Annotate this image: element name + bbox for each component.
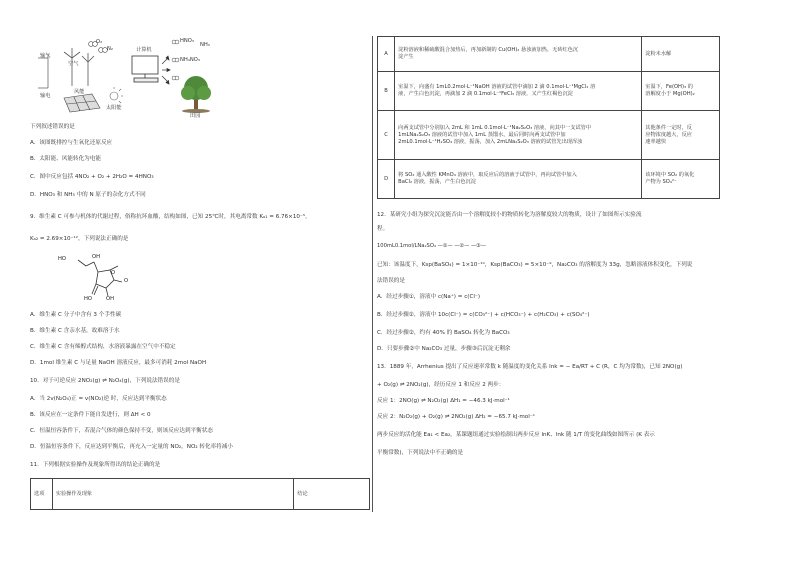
label-power-out: 输电 bbox=[40, 93, 51, 99]
struct-label-oh-mid: OH bbox=[92, 254, 100, 260]
label-nh3: NH₃ bbox=[200, 42, 210, 48]
label-nh4no3: NH₄NO₃ bbox=[180, 57, 200, 63]
label-o2: O₂ bbox=[96, 39, 103, 45]
label-solar: 太阳能 bbox=[106, 105, 122, 111]
row-op-line: 向两支试管中分别加入 2mL 和 1mL 0.1mol·L⁻¹Na₂S₂O₃ 溶液，向其中一支试管中 bbox=[398, 124, 591, 131]
q8-option-c: C．图中反应包括 4NO₂ + O₂ + 2H₂O = 4HNO₃ bbox=[30, 174, 154, 180]
row-op-line: 液，产生白色沉淀，再滴加 2 滴 0.1mol·L⁻¹FeCl₃ 溶液，又产生红褐色沉淀 bbox=[398, 91, 573, 97]
row-option: D bbox=[378, 160, 395, 199]
sun-icon bbox=[110, 87, 123, 103]
q13-reaction1: 反应 1：2NO(g) ⇌ N₂O₂(g) ΔH₁ = −46.3 kJ·mol⁻¹ bbox=[377, 398, 510, 404]
power-line-icon bbox=[38, 53, 51, 88]
q9-option-d: D．1mol 维生素 C 与足量 NaOH 溶液反应，最多可消耗 2mol NaOH bbox=[30, 360, 207, 366]
struct-label-ho-top: HO bbox=[58, 256, 66, 262]
q13-reaction2: 反应 2：N₂O₂(g) + O₂(g) ⇌ 2NO₂(g) ΔH₂ = −65.7 kJ·mol⁻¹ bbox=[377, 414, 535, 420]
q12-stem-line1: 12．某研究小组为探究沉淀能否由一个溶解度较小的物质转化为溶解度较大的物质，设计了如图所示实验流 bbox=[377, 212, 642, 218]
q13-line2: + O₂(g) ⇌ 2NO₂(g)，经历反应 1 和反应 2 两步： bbox=[377, 382, 505, 388]
row-op-line: 1mLNa₂S₂O₃ 溶液的试管中加入 1mL 蒸馏水，最后同时向两支试管中加 bbox=[398, 131, 566, 138]
label-power-in: 输气 bbox=[40, 53, 51, 59]
q12-flow: 100mL0.1mol/LNa₂SO₄ —①— —②— —③— bbox=[377, 243, 487, 249]
struct-label-o-carbonyl: O bbox=[124, 278, 129, 284]
row-op-line: 淀产生 bbox=[398, 54, 414, 60]
wind-turbine-icon bbox=[64, 48, 94, 86]
tree-icon bbox=[181, 76, 211, 113]
q11-stem: 11．下列根据实验操作及现象所得出的结论正确的是 bbox=[30, 462, 161, 468]
label-n2: N₂ bbox=[107, 46, 113, 52]
struct-label-o-ring: O bbox=[111, 270, 116, 276]
q11-table-header bbox=[30, 478, 370, 510]
row-op-line: 室温下，向盛有 1mL0.2mol·L⁻¹NaOH 溶液的试管中滴加 2 滴 0.1mol·L⁻¹MgCl₂ 溶 bbox=[398, 84, 596, 90]
q8-diagram bbox=[34, 36, 234, 120]
row-concl-line: 应物浓度越大，反应 bbox=[645, 131, 692, 138]
q9-stem-line1: 9．维生素 C 可参与机体的代谢过程，俗称抗坏血酸，结构如图，已知 25℃时，其电离常数 Kₐ₁ = 6.76×10⁻⁵， bbox=[30, 214, 311, 220]
q11-header-conclusion: 结论 bbox=[294, 479, 370, 510]
q10-option-d: D．恒温恒容条件下，反应达到平衡后，再充入一定量的 NO₂，NO₂ 转化率将减小 bbox=[30, 444, 233, 450]
table-row bbox=[378, 160, 720, 199]
row-concl-line: 室温下，Fe(OH)₃ 的 bbox=[645, 84, 693, 90]
row-concl-line: 其他条件一定时，反 bbox=[645, 124, 692, 131]
q10-option-b: B．该反应在一定条件下能自发进行，则 ΔH < 0 bbox=[30, 412, 151, 418]
product-molecule-icon bbox=[172, 40, 179, 80]
q8-option-a: A．该图既排控与生氧化还原反应 bbox=[30, 140, 113, 146]
q13-line1: 13．1889 年，Arrhenius 提出了反应速率常数 k 随温度的变化关系 lnk = − Ea/RT + C (R，C 均为常数)，已知 2NO(g) bbox=[377, 364, 683, 370]
arrow-icon bbox=[162, 56, 170, 84]
row-op-line: BaCl₂ 溶液，振荡，产生白色沉淀 bbox=[398, 179, 476, 185]
row-option: A bbox=[378, 37, 395, 72]
q8-diagram-art bbox=[34, 36, 234, 120]
struct-label-ho-bottom: HO bbox=[84, 296, 92, 302]
column-divider bbox=[372, 36, 373, 512]
label-wind: 风能 bbox=[74, 89, 85, 95]
q12-known-line1: 已知：该温度下，Ksp(BaSO₄) = 1×10⁻¹⁰，Ksp(BaCO₃) = 5×10⁻⁹，Na₂CO₃ 的溶解度为 33g，忽略溶液体积变化，下列说 bbox=[377, 262, 693, 268]
row-op-line: 2mL0.1mol·L⁻¹H₂SO₄ 溶液，振荡，加入 2mLNa₂S₂O₃ 溶液的试管先出现浑浊 bbox=[398, 138, 583, 145]
q10-option-a: A．当 2v(N₂O₄)正 = v(NO₂)逆 时，反应达到平衡状态 bbox=[30, 396, 167, 402]
q8-stem: 下列叙述错误的是 bbox=[30, 124, 75, 130]
q8-option-d: D．HNO₃ 和 NH₃ 中的 N 原子的杂化方式不同 bbox=[30, 192, 146, 198]
solar-panel-icon bbox=[64, 94, 100, 112]
q12-option-c: C．经过步骤②，约有 40% 的 BaSO₄ 转化为 BaCO₃ bbox=[377, 330, 510, 336]
table-row bbox=[378, 72, 720, 111]
row-option: C bbox=[378, 111, 395, 160]
q11-header-option: 选项 bbox=[31, 479, 53, 510]
table-row bbox=[378, 37, 720, 72]
struct-label-oh-bottom: OH bbox=[106, 296, 114, 302]
q12-stem-line2: 程。 bbox=[377, 226, 389, 232]
q13-line6: 平衡常数)，下列说法中不正确的是 bbox=[377, 450, 464, 456]
q13-line5: 两步反应的活化能 Ea₁ < Ea₂，某课题组通过实验绘制出两步反应 lnK、lnk 随 1/T 的变化曲线如图所示 (K 表示 bbox=[377, 432, 655, 438]
row-concl-line: 该环境中 SO₂ 的氧化 bbox=[645, 172, 695, 178]
label-hno3: HNO₃ bbox=[180, 38, 194, 44]
vitamin-c-structure bbox=[58, 254, 138, 306]
q9-option-a: A．维生素 C 分子中含有 3 个手性碳 bbox=[30, 312, 122, 318]
computer-icon bbox=[132, 56, 158, 82]
q9-stem-line2: Kₐ₂ = 2.69×10⁻¹²，下列说法正确的是 bbox=[30, 236, 129, 242]
q9-option-c: C．维生素 C 含有烯醇式结构，水溶液暴露在空气中不稳定 bbox=[30, 344, 176, 350]
q12-option-a: A．经过步骤①，溶液中 c(Na⁺) = c(Cl⁻) bbox=[377, 294, 481, 300]
row-concl-line: 淀粉未水解 bbox=[645, 50, 672, 57]
q10-stem: 10．对于可逆反应 2NO₂(g) ⇌ N₂O₄(g)，下列说法错误的是 bbox=[30, 378, 180, 384]
q12-option-b: B．经过步骤②，溶液中 10c(Cl⁻) = c(CO₃²⁻) + c(HCO₃⁻) + c(H₂CO₃) + c(SO₄²⁻) bbox=[377, 312, 590, 318]
row-concl-line: 产物为 SO₄²⁻ bbox=[645, 179, 677, 185]
q12-option-d: D．只要步骤②中 Na₂CO₃ 过量，步骤③后沉淀无剩余 bbox=[377, 346, 511, 352]
q9-option-b: B．维生素 C 含亲水基，故难溶于水 bbox=[30, 328, 120, 334]
row-op-line: 将 SO₂ 通入酸性 KMnO₄ 溶液中，取反应后的溶液于试管中，再向试管中加入 bbox=[398, 172, 577, 178]
row-op-line: 淀粉溶液和稀硫酸混合加热后，再加新制的 Cu(OH)₂ 悬浊液加热，无砖红色沉 bbox=[398, 47, 579, 53]
q11-table bbox=[377, 36, 720, 199]
q11-header-operation: 实验操作及现象 bbox=[52, 479, 294, 510]
q12-known-line2: 法错误的是 bbox=[377, 278, 405, 284]
row-concl-line: 速率越快 bbox=[645, 138, 667, 145]
row-concl-line: 溶解度小于 Mg(OH)₂ bbox=[645, 91, 695, 97]
label-air: 空气 bbox=[68, 61, 79, 67]
row-option: B bbox=[378, 72, 395, 111]
label-farm: 田园 bbox=[190, 113, 201, 119]
table-row bbox=[378, 111, 720, 160]
q8-option-b: B．太阳能、风能转化为电能 bbox=[30, 156, 101, 162]
q10-option-c: C．恒温恒容条件下，若混合气体的颜色保持不变，则该反应达到平衡状态 bbox=[30, 428, 213, 434]
label-computer: 计算机 bbox=[136, 47, 152, 53]
